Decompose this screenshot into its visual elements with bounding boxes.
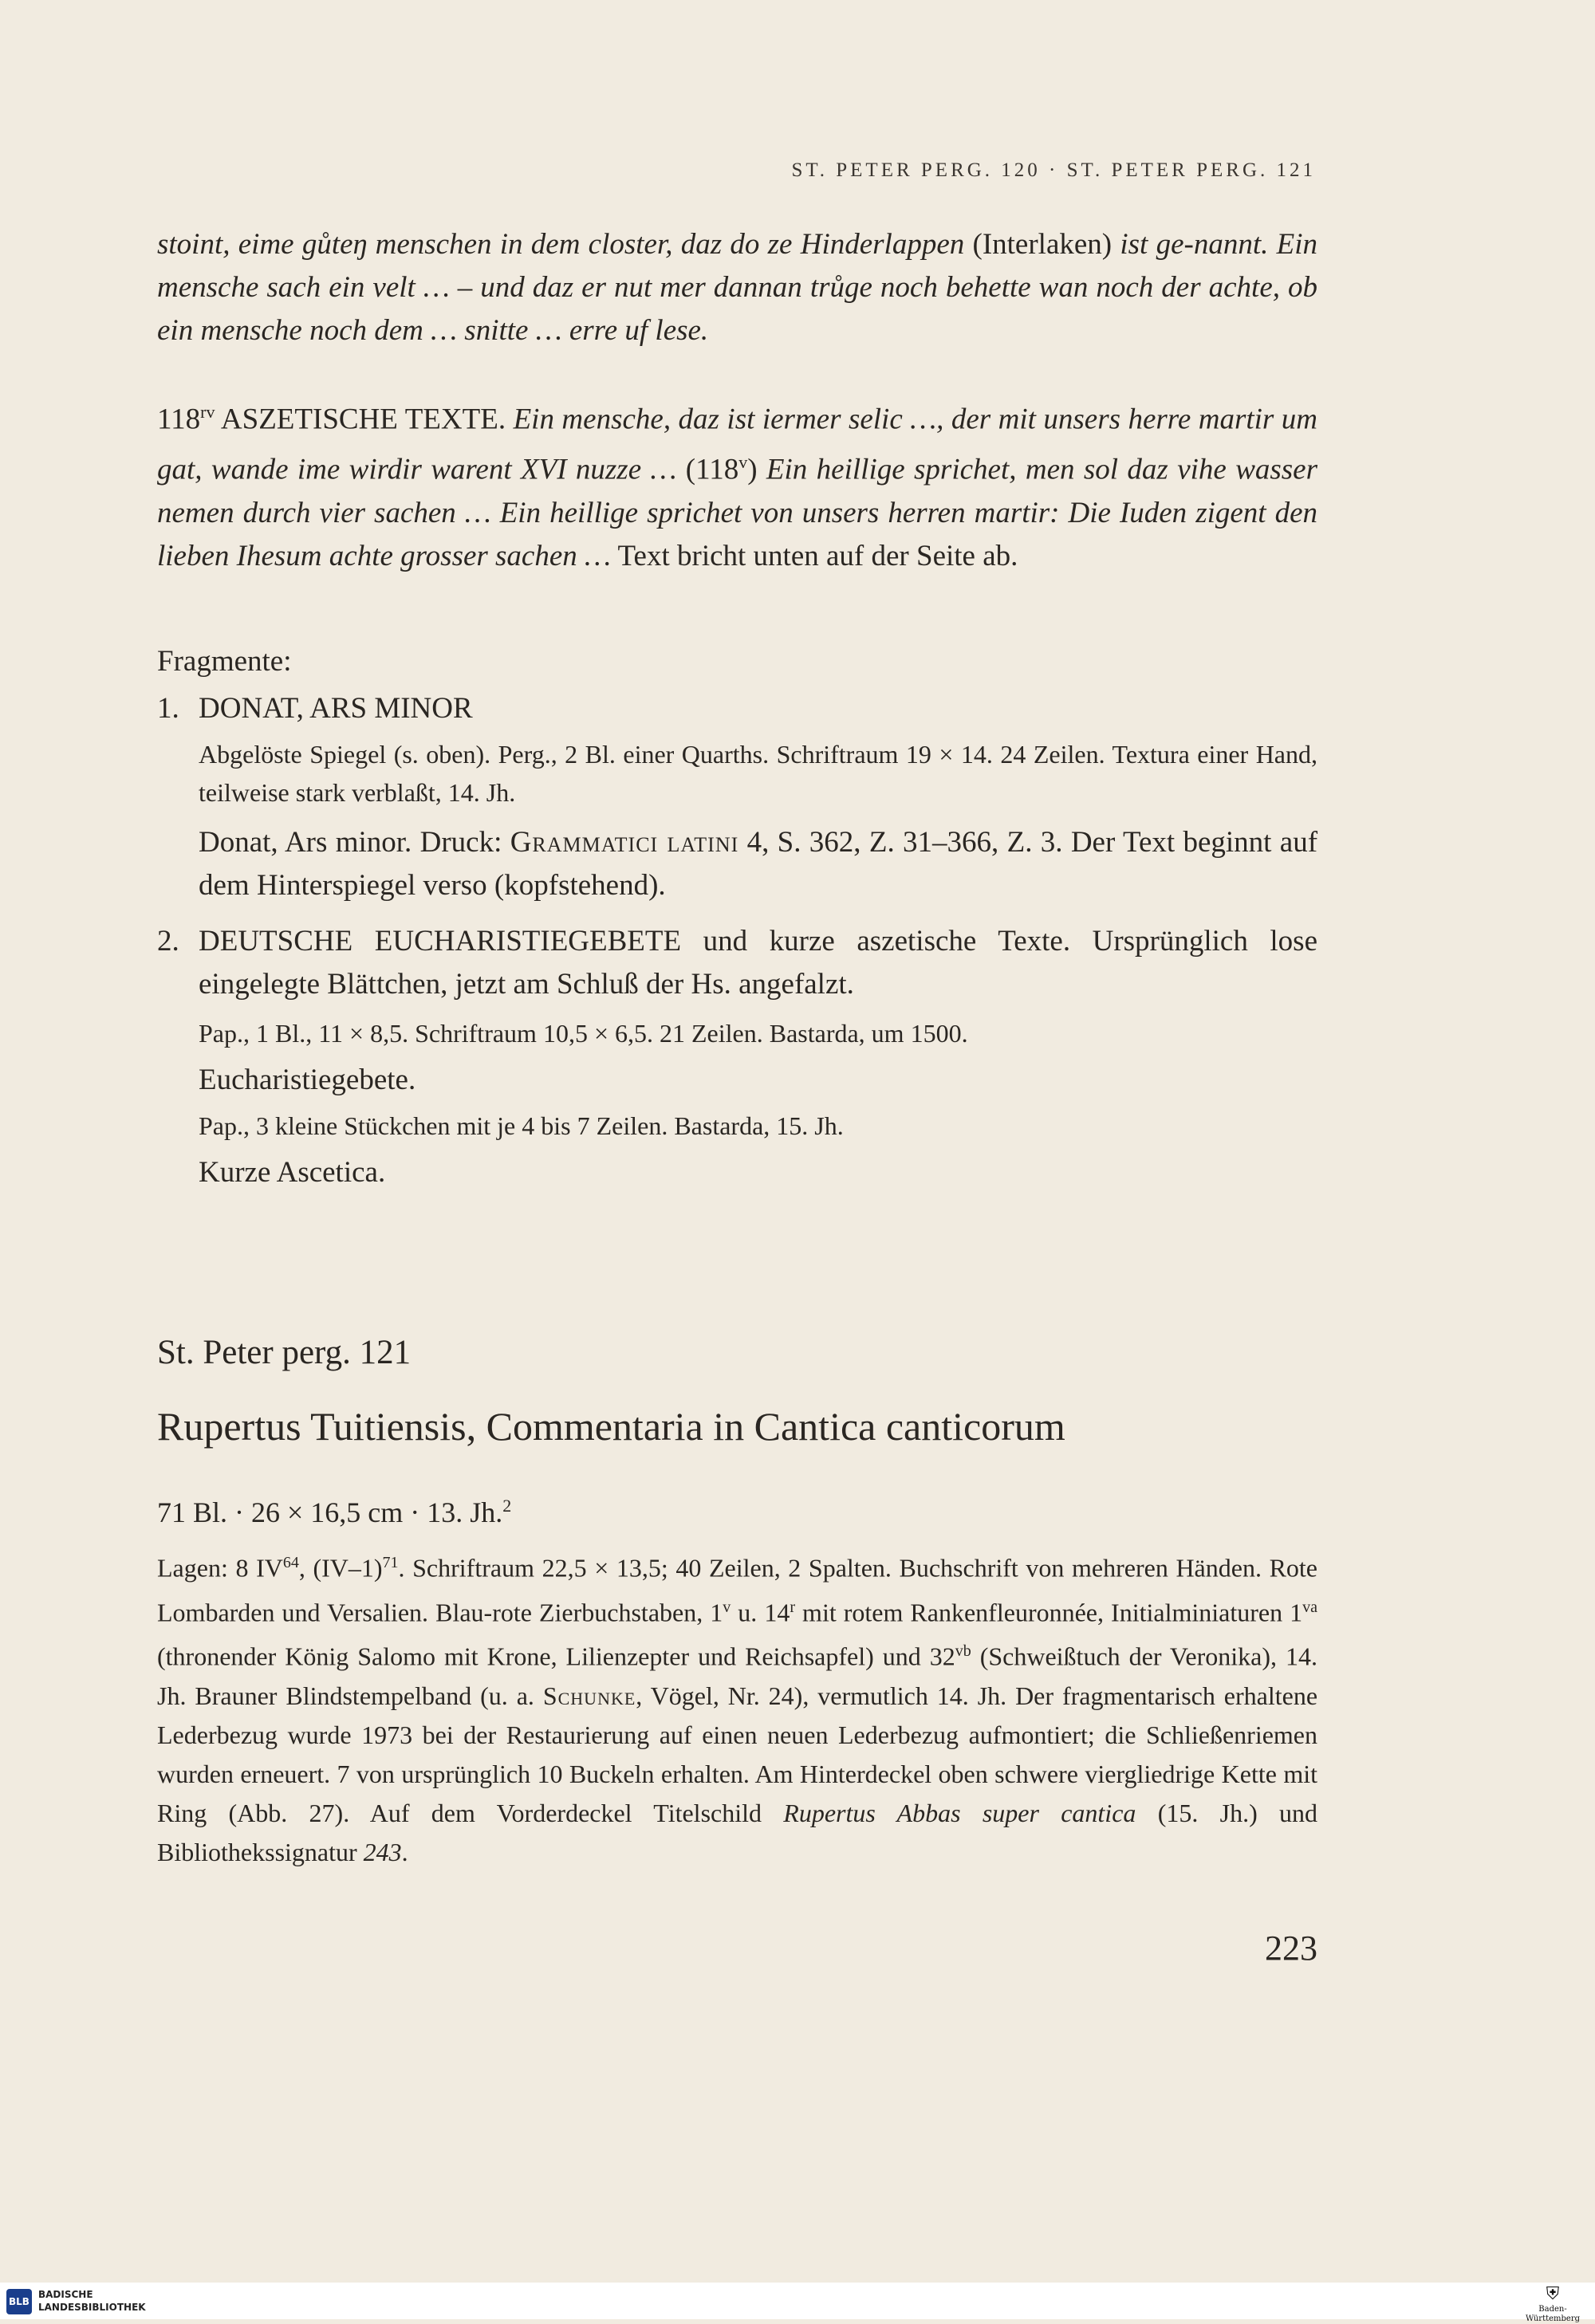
desc-part: Lagen: 8 IV [157, 1553, 283, 1583]
quoted-text: stoint, eime gůteŋ menschen in dem closter, daz do ze Hinderlappen [157, 228, 965, 261]
library-name [38, 2288, 146, 2314]
folio-sup: v [738, 452, 748, 473]
quoted-text: Ein heillige sprichet, men sol daz vihe wasser nemen durch vier sachen … Ein heillige sprichet von unsers herren martir: Die Iuden zigent den lieben Ihesum achte grosser sachen … [157, 453, 1317, 572]
desc-sup: va [1302, 1598, 1318, 1616]
library-name-line1: BADISCHE [38, 2289, 93, 2300]
entry-meta [157, 1484, 1317, 1534]
desc-part: u. 14 [731, 1598, 790, 1627]
desc-part: (Schweißtuch der Veronika), 14. Jh. Brauner Blindstempelband (u. a. [157, 1642, 1318, 1710]
reference-smallcaps: Grammatici latini [510, 826, 739, 859]
fragment-description: Pap., 1 Bl., 11 × 8,5. Schriftraum 10,5 × 6,5. 21 Zeilen. Bastarda, um 1500. [199, 1019, 968, 1048]
baden-wuerttemberg-logo [1517, 2284, 1589, 2324]
entry-description [157, 1543, 1317, 1872]
folio-ref: (118 [685, 453, 739, 486]
footer-bar [0, 2283, 1595, 2323]
desc-part: (15. Jh.) und Bibliothekssignatur [157, 1798, 1318, 1866]
footnote-ref: 2 [502, 1496, 512, 1516]
fragment-number: 1. [157, 692, 179, 725]
place-gloss: (Interlaken) [972, 228, 1113, 261]
section-heading: ASZETISCHE TEXTE. [220, 403, 506, 436]
folio-ref-close: ) [747, 453, 758, 486]
author-smallcaps: Schunke [542, 1681, 636, 1710]
fragment-text-b: 4, S. 362, Z. 31–366, Z. 3. Der Text beginnt auf dem Hinterspiegel verso (kopfstehend). [199, 826, 1318, 902]
quoted-text: Ein mensche, daz ist iermer selic …, der mit unsers herre martir um gat, wande ime wirdir warent XVI nuzze … [157, 403, 1317, 486]
desc-part: mit rotem Rankenfleuronnée, Initialminiaturen 1 [795, 1598, 1303, 1627]
desc-part: . Schriftraum 22,5 × 13,5; 40 Zeilen, 2 Spalten. Buchschrift von mehreren Händen. Rote Lombarden und Versalien. Blau-rote Zierbuchstaben, 1 [157, 1553, 1317, 1627]
fragment-title-rest: und kurze aszetische Texte. Ursprünglich lose eingelegte Blättchen, jetzt am Schluß der Hs. angefalzt. [199, 925, 1317, 1001]
library-name-line2: LANDESBIBLIOTHEK [38, 2302, 146, 2313]
blb-logo-icon: BLB [6, 2289, 32, 2314]
fragment-title: DEUTSCHE EUCHARISTIEGEBETE [199, 925, 682, 958]
fragment-subsection: Eucharistiegebete. [199, 1064, 416, 1096]
fragment-number: 2. [157, 925, 179, 958]
fragment-description: Abgelöste Spiegel (s. oben). Perg., 2 Bl. einer Quarths. Schriftraum 19 × 14. 24 Zeilen. Textura einer Hand, teilweise stark verblaßt, 14. Jh. [199, 740, 1317, 807]
running-head: ST. PETER PERG. 120 · ST. PETER PERG. 121 [791, 159, 1316, 181]
fragment-2 [157, 920, 1317, 1194]
desc-part: , (IV–1) [298, 1553, 383, 1583]
desc-part: , Vögel, Nr. 24), vermutlich 14. Jh. Der fragmentarisch erhaltene Lederbezug wurde 1973 bei der Restaurierung auf einen neuen Lederbezug aufmontiert; die Schließenriemen wurden erneuert. 7 von ursprünglich 10 Buckeln erhalten. Am Hinterdeckel oben schwere viergliedrige Kette mit Ring (Abb. 27). Auf dem Vorderdeckel Titelschild [157, 1681, 1318, 1827]
page-number: 223 [1265, 1929, 1317, 1968]
title-label-italic: Rupertus Abbas super cantica [783, 1798, 1136, 1827]
desc-sup: 71 [382, 1554, 399, 1571]
continuation-paragraph [157, 223, 1317, 352]
desc-part: . [401, 1837, 408, 1866]
fragment-description: Pap., 3 kleine Stückchen mit je 4 bis 7 Zeilen. Bastarda, 15. Jh. [199, 1111, 844, 1140]
folio-sup: rv [200, 402, 215, 422]
fragmente-label: Fragmente: [157, 645, 292, 678]
fragment-title: DONAT, ARS MINOR [199, 692, 473, 725]
desc-sup: 64 [282, 1554, 299, 1571]
entry-title: Rupertus Tuitiensis, Commentaria in Cantica canticorum [157, 1404, 1065, 1449]
fragment-subsection: Kurze Ascetica. [199, 1156, 386, 1189]
aszetische-texte-paragraph [157, 391, 1317, 578]
entry-signature: St. Peter perg. 121 [157, 1334, 412, 1371]
coat-of-arms-icon: ⛨ [1546, 2284, 1560, 2304]
desc-sup: v [723, 1598, 731, 1616]
fragment-1 [157, 687, 1317, 907]
signature-italic: 243 [363, 1837, 402, 1866]
desc-part: (thronender König Salomo mit Krone, Lilienzepter und Reichsapfel) und 32 [157, 1642, 955, 1671]
entry-meta-text: 71 Bl. · 26 × 16,5 cm · 13. Jh. [157, 1496, 503, 1528]
fragment-text [157, 821, 1317, 907]
quoted-text: ist ge-nannt. Ein mensche sach ein velt … – und daz er nut mer dannan trůge noch behette wan noch der achte, ob ein mensche noch dem … snitte … erre uf lese. [157, 228, 1317, 347]
note-text: Text bricht unten auf der Seite ab. [617, 539, 1018, 572]
state-name: Baden-Württemberg [1525, 2305, 1581, 2323]
folio-ref: 118 [157, 403, 201, 436]
desc-sup: vb [955, 1642, 971, 1661]
desc-sup: r [790, 1598, 796, 1616]
fragment-text-a: Donat, Ars minor. Druck: [199, 826, 502, 859]
